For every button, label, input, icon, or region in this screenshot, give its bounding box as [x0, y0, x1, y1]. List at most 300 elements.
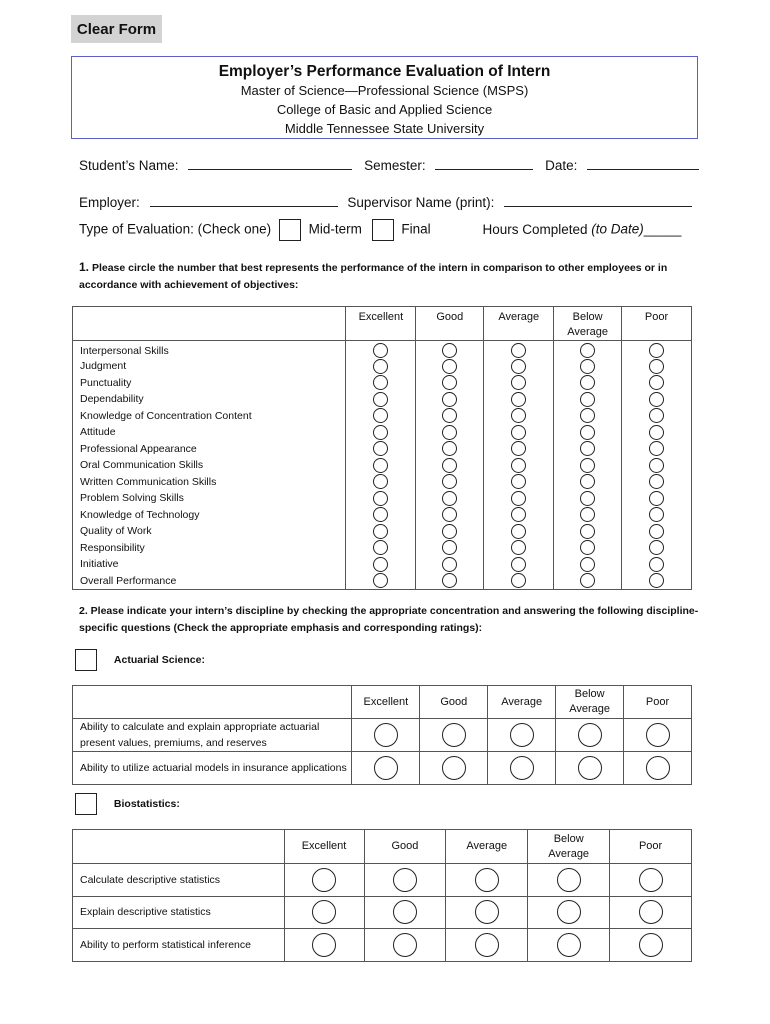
rating-radio-excellent[interactable]: [373, 441, 388, 456]
rating-cell: [624, 752, 692, 785]
rating-cell: [622, 540, 692, 557]
rating-cell: [622, 474, 692, 491]
employer-row: [79, 195, 692, 210]
skill-row-label: Responsibility: [80, 541, 145, 554]
rating-cell: [622, 490, 692, 507]
rating-radio-average[interactable]: [511, 425, 526, 440]
rating-radio-below-average[interactable]: [580, 408, 595, 423]
actuarial-header-excellent: Excellent: [352, 686, 420, 719]
rating-header-good: Good: [416, 307, 484, 341]
rating-cell: [284, 929, 364, 962]
rating-cell: [484, 556, 554, 573]
rating-radio-good[interactable]: [393, 933, 417, 957]
rating-cell: [610, 864, 692, 897]
skill-row-label: Problem Solving Skills: [80, 492, 184, 505]
biostat-header-below-average: [528, 830, 610, 864]
rating-cell: [446, 864, 528, 897]
rating-cell: [352, 752, 420, 785]
skill-row-label: Initiative: [80, 558, 119, 571]
biostat-header-good: Good: [364, 830, 446, 864]
performance-header-row: [73, 307, 692, 341]
rating-cell: [420, 719, 488, 752]
rating-radio-poor[interactable]: [649, 524, 664, 539]
rating-cell: [346, 424, 416, 441]
rating-radio-average[interactable]: [511, 540, 526, 555]
date-field[interactable]: [587, 158, 699, 170]
rating-cell: [610, 929, 692, 962]
rating-cell: [446, 929, 528, 962]
rating-cell: [554, 375, 622, 392]
rating-cell: [622, 424, 692, 441]
rating-header-poor: Poor: [622, 307, 692, 341]
rating-cell: [416, 358, 484, 375]
rating-radio-below-average[interactable]: [557, 900, 581, 924]
rating-radio-average[interactable]: [510, 756, 534, 780]
skill-row: [73, 540, 692, 557]
rating-radio-good[interactable]: [442, 540, 457, 555]
skill-row-label: Oral Communication Skills: [80, 459, 204, 472]
rating-radio-poor[interactable]: [649, 474, 664, 489]
skill-row-label: Quality of Work: [80, 525, 152, 538]
biostat-table: [72, 829, 692, 962]
question-1-text: Please circle the number that best represents the performance of the intern in comparison to other employees or in accordance with achievement of objectives:: [79, 262, 668, 291]
form-header: [71, 56, 698, 139]
midterm-checkbox[interactable]: [279, 219, 301, 241]
skill-row-label: Dependability: [80, 393, 144, 406]
rating-header-below-average: [554, 307, 622, 341]
rating-cell: [416, 474, 484, 491]
rating-radio-poor[interactable]: [649, 557, 664, 572]
rating-cell: [346, 375, 416, 392]
rating-cell: [352, 719, 420, 752]
rating-cell: [416, 424, 484, 441]
rating-radio-poor[interactable]: [649, 507, 664, 522]
rating-cell: [484, 573, 554, 590]
rating-cell: [528, 896, 610, 929]
rating-radio-average[interactable]: [511, 573, 526, 588]
rating-cell: [416, 375, 484, 392]
rating-radio-poor[interactable]: [649, 540, 664, 555]
supervisor-field[interactable]: [504, 195, 692, 207]
rating-cell: [416, 507, 484, 524]
rating-radio-excellent[interactable]: [373, 491, 388, 506]
rating-cell: [554, 457, 622, 474]
rating-cell: [346, 341, 416, 359]
rating-radio-poor[interactable]: [649, 573, 664, 588]
rating-radio-below-average[interactable]: [580, 540, 595, 555]
actuarial-header-poor: Poor: [624, 686, 692, 719]
rating-radio-excellent[interactable]: [373, 408, 388, 423]
rating-radio-excellent[interactable]: [373, 425, 388, 440]
actuarial-below-line2: Average: [569, 703, 610, 715]
actuarial-checkbox[interactable]: [75, 649, 97, 671]
rating-radio-good[interactable]: [442, 441, 457, 456]
rating-radio-excellent[interactable]: [373, 458, 388, 473]
skill-row: [73, 507, 692, 524]
rating-cell: [484, 507, 554, 524]
rating-radio-good[interactable]: [442, 491, 457, 506]
rating-cell: [346, 507, 416, 524]
student-info-row: [79, 158, 699, 173]
rating-cell: [556, 719, 624, 752]
actuarial-row: [73, 719, 692, 752]
skill-row-label: Knowledge of Concentration Content: [80, 409, 252, 422]
rating-radio-good[interactable]: [442, 524, 457, 539]
rating-radio-below-average[interactable]: [578, 756, 602, 780]
rating-cell: [346, 556, 416, 573]
skill-row: [73, 424, 692, 441]
rating-radio-below-average[interactable]: [580, 343, 595, 358]
student-name-field[interactable]: [188, 158, 352, 170]
rating-cell: [622, 408, 692, 425]
actuarial-header-good: Good: [420, 686, 488, 719]
rating-cell: [346, 523, 416, 540]
rating-radio-below-average[interactable]: [580, 375, 595, 390]
rating-radio-poor[interactable]: [649, 375, 664, 390]
rating-radio-excellent[interactable]: [373, 557, 388, 572]
rating-radio-poor[interactable]: [639, 868, 663, 892]
rating-cell: [346, 441, 416, 458]
below-average-line1: Below: [572, 311, 603, 323]
rating-radio-poor[interactable]: [649, 441, 664, 456]
rating-radio-below-average[interactable]: [580, 441, 595, 456]
rating-cell: [556, 752, 624, 785]
rating-radio-below-average[interactable]: [580, 474, 595, 489]
college-name: College of Basic and Applied Science: [276, 102, 493, 117]
rating-cell: [622, 391, 692, 408]
rating-cell: [416, 457, 484, 474]
biostat-row: [73, 929, 692, 962]
question-1: [79, 259, 699, 294]
rating-radio-average[interactable]: [511, 557, 526, 572]
rating-radio-good[interactable]: [393, 900, 417, 924]
rating-radio-poor[interactable]: [639, 900, 663, 924]
supervisor-label: Supervisor Name (print):: [347, 195, 495, 210]
rating-radio-excellent[interactable]: [373, 359, 388, 374]
rating-radio-good[interactable]: [442, 375, 457, 390]
biostat-skill-header: [73, 830, 285, 864]
rating-cell: [622, 507, 692, 524]
rating-header-excellent: Excellent: [346, 307, 416, 341]
rating-radio-below-average[interactable]: [557, 933, 581, 957]
rating-radio-good[interactable]: [442, 343, 457, 358]
rating-cell: [554, 358, 622, 375]
actuarial-below-line1: Below: [574, 688, 605, 700]
hours-label: Hours Completed: [482, 221, 588, 237]
rating-radio-excellent[interactable]: [373, 343, 388, 358]
rating-cell: [484, 391, 554, 408]
below-average-line2: Average: [567, 326, 608, 338]
rating-cell: [346, 391, 416, 408]
rating-radio-below-average[interactable]: [580, 573, 595, 588]
rating-radio-average[interactable]: [511, 507, 526, 522]
rating-cell: [416, 523, 484, 540]
skill-header: [73, 307, 346, 341]
rating-cell: [416, 573, 484, 590]
rating-radio-average[interactable]: [511, 524, 526, 539]
rating-radio-poor[interactable]: [649, 425, 664, 440]
skill-row: [73, 573, 692, 590]
rating-radio-good[interactable]: [393, 868, 417, 892]
rating-radio-good[interactable]: [442, 557, 457, 572]
rating-cell: [284, 864, 364, 897]
rating-radio-poor[interactable]: [649, 343, 664, 358]
rating-cell: [484, 523, 554, 540]
rating-radio-excellent[interactable]: [374, 756, 398, 780]
skill-row-label: Interpersonal Skills: [80, 344, 169, 357]
skill-row-label: Professional Appearance: [80, 442, 197, 455]
rating-radio-below-average[interactable]: [578, 723, 602, 747]
rating-cell: [554, 556, 622, 573]
rating-cell: [554, 490, 622, 507]
rating-cell: [554, 507, 622, 524]
rating-cell: [420, 752, 488, 785]
rating-radio-average[interactable]: [475, 900, 499, 924]
rating-cell: [624, 719, 692, 752]
hours-field[interactable]: _____: [643, 221, 682, 237]
rating-cell: [622, 341, 692, 359]
employer-field[interactable]: [150, 195, 338, 207]
rating-cell: [446, 896, 528, 929]
rating-cell: [484, 341, 554, 359]
rating-cell: [346, 474, 416, 491]
rating-cell: [416, 341, 484, 359]
skill-row: [73, 523, 692, 540]
rating-cell: [416, 408, 484, 425]
rating-cell: [622, 358, 692, 375]
biostat-row-label: Ability to perform statistical inference: [73, 929, 285, 962]
rating-cell: [484, 358, 554, 375]
skill-row: [73, 441, 692, 458]
rating-cell: [554, 474, 622, 491]
skill-row-label: Attitude: [80, 426, 116, 439]
rating-radio-good[interactable]: [442, 756, 466, 780]
rating-radio-average[interactable]: [511, 375, 526, 390]
skill-row: [73, 341, 692, 359]
rating-cell: [554, 341, 622, 359]
actuarial-row-label: Ability to utilize actuarial models in insurance applications: [73, 752, 352, 785]
rating-radio-excellent[interactable]: [373, 392, 388, 407]
skill-row: [73, 375, 692, 392]
rating-radio-excellent[interactable]: [373, 524, 388, 539]
rating-radio-below-average[interactable]: [580, 359, 595, 374]
skill-row: [73, 408, 692, 425]
biostat-section: [75, 793, 180, 815]
rating-radio-good[interactable]: [442, 458, 457, 473]
rating-cell: [484, 540, 554, 557]
rating-cell: [622, 441, 692, 458]
clear-form-button[interactable]: Clear Form: [71, 15, 162, 43]
rating-cell: [488, 719, 556, 752]
rating-cell: [484, 441, 554, 458]
skill-row-label: Written Communication Skills: [80, 475, 217, 488]
skill-row-label: Knowledge of Technology: [80, 508, 200, 521]
rating-radio-average[interactable]: [510, 723, 534, 747]
rating-radio-good[interactable]: [442, 507, 457, 522]
rating-cell: [484, 474, 554, 491]
rating-radio-average[interactable]: [511, 343, 526, 358]
rating-cell: [416, 391, 484, 408]
rating-radio-below-average[interactable]: [580, 557, 595, 572]
rating-radio-poor[interactable]: [649, 408, 664, 423]
rating-cell: [554, 408, 622, 425]
employer-label: Employer:: [79, 195, 140, 210]
rating-radio-excellent[interactable]: [373, 375, 388, 390]
rating-cell: [622, 556, 692, 573]
actuarial-label: Actuarial Science:: [113, 654, 205, 666]
rating-cell: [346, 358, 416, 375]
skill-row-label: Overall Performance: [80, 574, 177, 587]
rating-cell: [364, 896, 446, 929]
rating-radio-below-average[interactable]: [580, 392, 595, 407]
biostat-row: [73, 864, 692, 897]
rating-radio-below-average[interactable]: [557, 868, 581, 892]
rating-radio-good[interactable]: [442, 474, 457, 489]
rating-cell: [610, 896, 692, 929]
rating-radio-below-average[interactable]: [580, 507, 595, 522]
rating-cell: [364, 864, 446, 897]
rating-radio-average[interactable]: [511, 458, 526, 473]
biostat-below-line2: Average: [548, 847, 590, 860]
rating-radio-good[interactable]: [442, 359, 457, 374]
rating-cell: [622, 573, 692, 590]
rating-radio-excellent[interactable]: [373, 474, 388, 489]
biostat-label: Biostatistics:: [113, 798, 180, 810]
evaluation-type-row: [79, 219, 681, 241]
biostat-checkbox[interactable]: [75, 793, 97, 815]
rating-radio-below-average[interactable]: [580, 425, 595, 440]
rating-header-average: Average: [484, 307, 554, 341]
rating-cell: [484, 375, 554, 392]
rating-cell: [416, 556, 484, 573]
rating-radio-poor[interactable]: [646, 723, 670, 747]
rating-cell: [622, 375, 692, 392]
rating-radio-poor[interactable]: [649, 392, 664, 407]
skill-row: [73, 556, 692, 573]
skill-row: [73, 358, 692, 375]
rating-radio-excellent[interactable]: [373, 573, 388, 588]
rating-radio-below-average[interactable]: [580, 491, 595, 506]
semester-label: Semester:: [364, 158, 426, 173]
rating-cell: [554, 573, 622, 590]
biostat-header-average: Average: [446, 830, 528, 864]
rating-radio-excellent[interactable]: [373, 540, 388, 555]
rating-radio-excellent[interactable]: [312, 900, 336, 924]
rating-cell: [364, 929, 446, 962]
rating-radio-average[interactable]: [511, 474, 526, 489]
rating-radio-poor[interactable]: [649, 458, 664, 473]
rating-radio-average[interactable]: [511, 441, 526, 456]
rating-radio-average[interactable]: [511, 359, 526, 374]
rating-radio-good[interactable]: [442, 392, 457, 407]
program-name: Master of Science—Professional Science (MSPS): [240, 83, 529, 98]
biostat-row-label: Explain descriptive statistics: [73, 896, 285, 929]
rating-radio-excellent[interactable]: [312, 868, 336, 892]
rating-cell: [528, 929, 610, 962]
final-checkbox[interactable]: [372, 219, 394, 241]
biostat-header-excellent: Excellent: [284, 830, 364, 864]
rating-radio-good[interactable]: [442, 723, 466, 747]
rating-radio-poor[interactable]: [646, 756, 670, 780]
actuarial-row: [73, 752, 692, 785]
student-name-label: Student’s Name:: [79, 158, 179, 173]
actuarial-skill-header: [73, 686, 352, 719]
rating-cell: [346, 540, 416, 557]
biostat-header-row: [73, 830, 692, 864]
rating-cell: [484, 457, 554, 474]
skill-row: [73, 391, 692, 408]
skill-row-label: Judgment: [80, 360, 127, 373]
rating-radio-good[interactable]: [442, 425, 457, 440]
actuarial-table: [72, 685, 692, 785]
rating-cell: [346, 408, 416, 425]
university-name: Middle Tennessee State University: [284, 121, 485, 136]
rating-cell: [554, 523, 622, 540]
rating-cell: [416, 441, 484, 458]
hours-qualifier: (to Date): [591, 221, 644, 237]
rating-cell: [346, 573, 416, 590]
rating-cell: [346, 457, 416, 474]
rating-cell: [484, 424, 554, 441]
skill-row: [73, 457, 692, 474]
actuarial-section: [75, 649, 205, 671]
skill-row: [73, 474, 692, 491]
evaluation-type-label: Type of Evaluation: (Check one): [79, 221, 272, 237]
rating-cell: [554, 441, 622, 458]
rating-radio-good[interactable]: [442, 408, 457, 423]
rating-radio-poor[interactable]: [649, 491, 664, 506]
skill-row: [73, 490, 692, 507]
form-title: Employer’s Performance Evaluation of Intern: [218, 63, 551, 80]
biostat-below-line1: Below: [553, 832, 584, 845]
rating-radio-poor[interactable]: [649, 359, 664, 374]
rating-radio-average[interactable]: [511, 408, 526, 423]
rating-cell: [346, 490, 416, 507]
performance-table: [72, 306, 692, 590]
rating-radio-average[interactable]: [475, 868, 499, 892]
biostat-row-label: Calculate descriptive statistics: [73, 864, 285, 897]
biostat-header-poor: Poor: [610, 830, 692, 864]
rating-radio-excellent[interactable]: [374, 723, 398, 747]
rating-radio-average[interactable]: [511, 491, 526, 506]
date-label: Date:: [545, 158, 578, 173]
rating-radio-excellent[interactable]: [312, 933, 336, 957]
rating-radio-below-average[interactable]: [580, 524, 595, 539]
rating-cell: [622, 523, 692, 540]
rating-radio-average[interactable]: [511, 392, 526, 407]
rating-radio-average[interactable]: [475, 933, 499, 957]
rating-radio-poor[interactable]: [639, 933, 663, 957]
actuarial-header-row: [73, 686, 692, 719]
rating-cell: [484, 490, 554, 507]
rating-cell: [484, 408, 554, 425]
actuarial-header-below-average: [556, 686, 624, 719]
rating-cell: [622, 457, 692, 474]
rating-cell: [554, 424, 622, 441]
skill-row-label: Punctuality: [80, 376, 132, 389]
semester-field[interactable]: [435, 158, 533, 170]
rating-radio-good[interactable]: [442, 573, 457, 588]
rating-cell: [554, 391, 622, 408]
question-2: 2. Please indicate your intern’s discipline by checking the appropriate concentration and answering the following discipline-specific questions (Check the appropriate emphasis and corresponding ratings):: [79, 605, 699, 634]
biostat-row: [73, 896, 692, 929]
midterm-label: Mid-term: [308, 221, 362, 237]
rating-cell: [284, 896, 364, 929]
actuarial-header-average: Average: [488, 686, 556, 719]
rating-cell: [416, 540, 484, 557]
rating-radio-below-average[interactable]: [580, 458, 595, 473]
rating-radio-excellent[interactable]: [373, 507, 388, 522]
